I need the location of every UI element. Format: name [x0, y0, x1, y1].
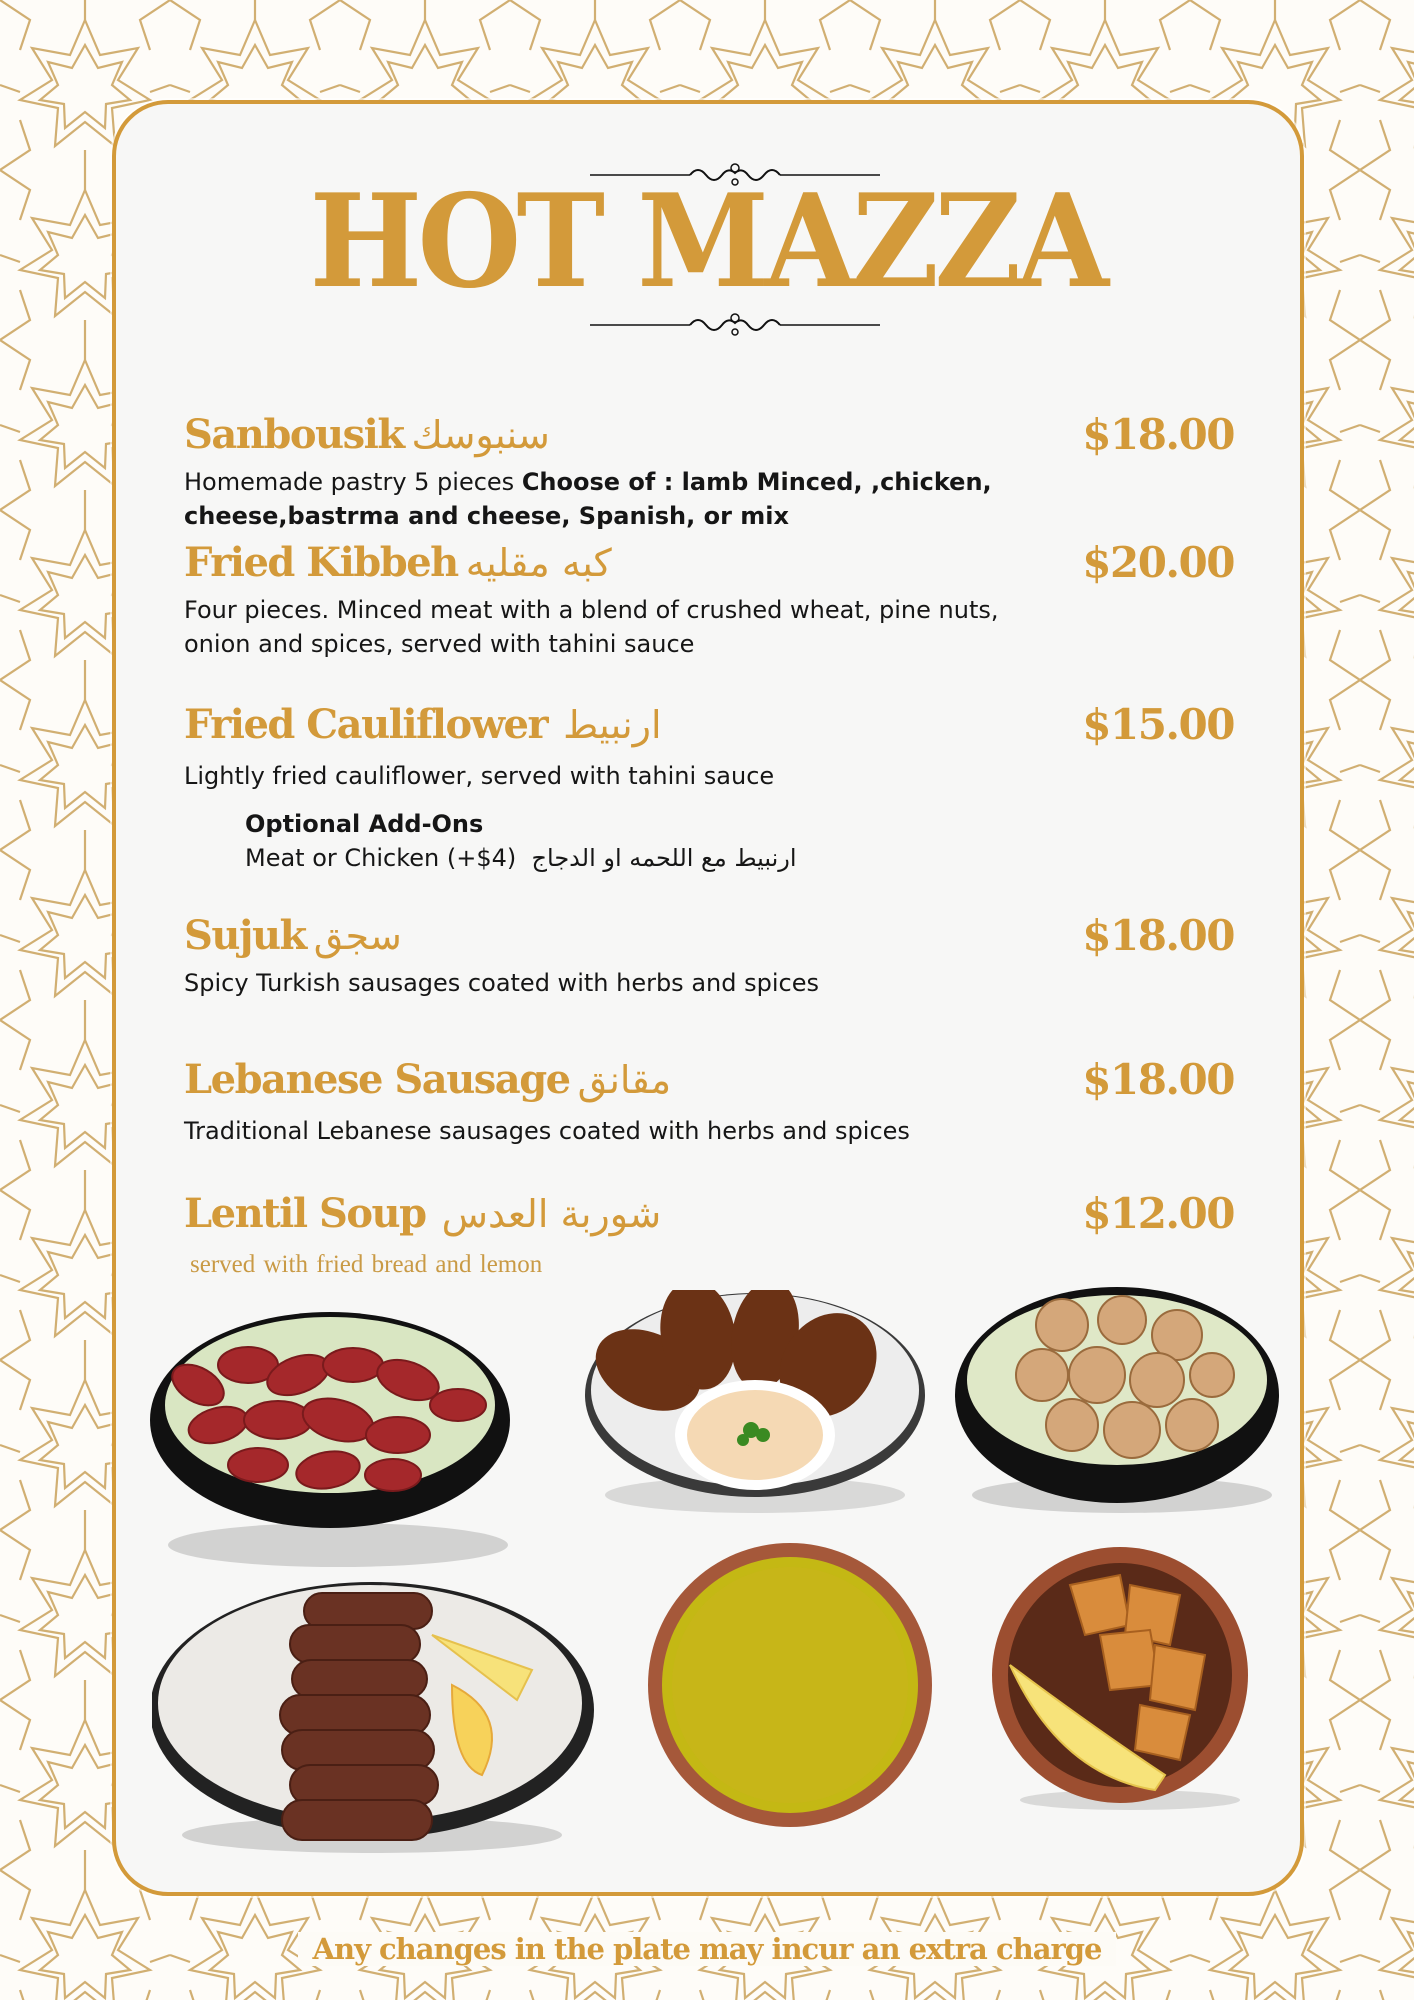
addons-title: Optional Add-Ons	[245, 810, 484, 838]
menu-item-fried-cauliflower	[184, 695, 1234, 875]
item-name-arabic: ارنبيط	[563, 703, 662, 747]
item-price: $18.00	[1082, 911, 1234, 960]
addons-option	[245, 841, 1234, 875]
menu-item-lebanese-sausage	[184, 1050, 1234, 1148]
addons-option-arabic: ارنبيط مع اللحمه او الدجاج	[531, 844, 797, 872]
item-name-arabic: سجق	[313, 914, 402, 958]
item-description: Lightly fried cauliflower, served with tahini sauce	[184, 762, 775, 790]
description-text: Homemade pastry 5 pieces	[184, 468, 522, 496]
item-price: $20.00	[1082, 538, 1234, 587]
footer-note-text: Any changes in the plate may incur an extra charge	[298, 1932, 1115, 1966]
item-price: $18.00	[1082, 1055, 1234, 1104]
item-name: Sujuk	[184, 912, 306, 959]
menu-item-sanbousik	[184, 405, 1234, 533]
photo-sujuk-bowl	[138, 1305, 528, 1575]
item-name-arabic: كبه مقليه	[465, 541, 612, 585]
photo-fried-kibbeh-plate	[583, 1290, 928, 1515]
item-name: Lebanese Sausage	[184, 1056, 570, 1103]
item-name: Sanbousik	[184, 411, 404, 458]
photo-lentil-soup-bowl	[645, 1540, 935, 1830]
menu-item-fried-kibbeh	[184, 533, 1234, 661]
photo-lebanese-sausage-plate	[152, 1575, 600, 1855]
page-title: HOT MAZZA	[309, 167, 1105, 317]
photo-fried-cauliflower-bowl	[952, 1285, 1282, 1515]
description-options: Choose of : lamb Minced, ,chicken, cheese,bastrma and cheese, Spanish, or mix	[184, 468, 992, 530]
menu-item-sujuk	[184, 906, 1234, 1000]
optional-addons	[245, 807, 1234, 875]
menu-item-lentil-soup	[184, 1184, 1234, 1282]
item-name: Fried Kibbeh	[184, 539, 458, 586]
item-name: Lentil Soup	[184, 1190, 426, 1237]
item-description: Four pieces. Minced meat with a blend of crushed wheat, pine nuts, onion and spices, served with tahini sauce	[184, 596, 999, 658]
decorative-flourish-icon	[590, 310, 880, 340]
item-description	[184, 465, 1004, 533]
item-name-arabic: شوربة العدس	[441, 1192, 662, 1236]
item-price: $15.00	[1082, 700, 1234, 749]
item-price: $12.00	[1082, 1189, 1234, 1238]
item-name-arabic: مقانق	[577, 1058, 672, 1102]
item-name: Fried Cauliflower	[184, 701, 548, 748]
photo-fried-bread-lemon-bowl	[990, 1545, 1255, 1810]
item-price: $18.00	[1082, 410, 1234, 459]
addons-option-text: Meat or Chicken (+$4)	[245, 844, 517, 872]
item-description: Traditional Lebanese sausages coated with herbs and spices	[184, 1117, 910, 1145]
footer-note	[0, 1928, 1414, 1970]
item-description: Spicy Turkish sausages coated with herbs and spices	[184, 969, 819, 997]
item-name-arabic: سنبوسك	[411, 413, 550, 457]
item-description: served with fried bread and lemon	[190, 1251, 543, 1278]
